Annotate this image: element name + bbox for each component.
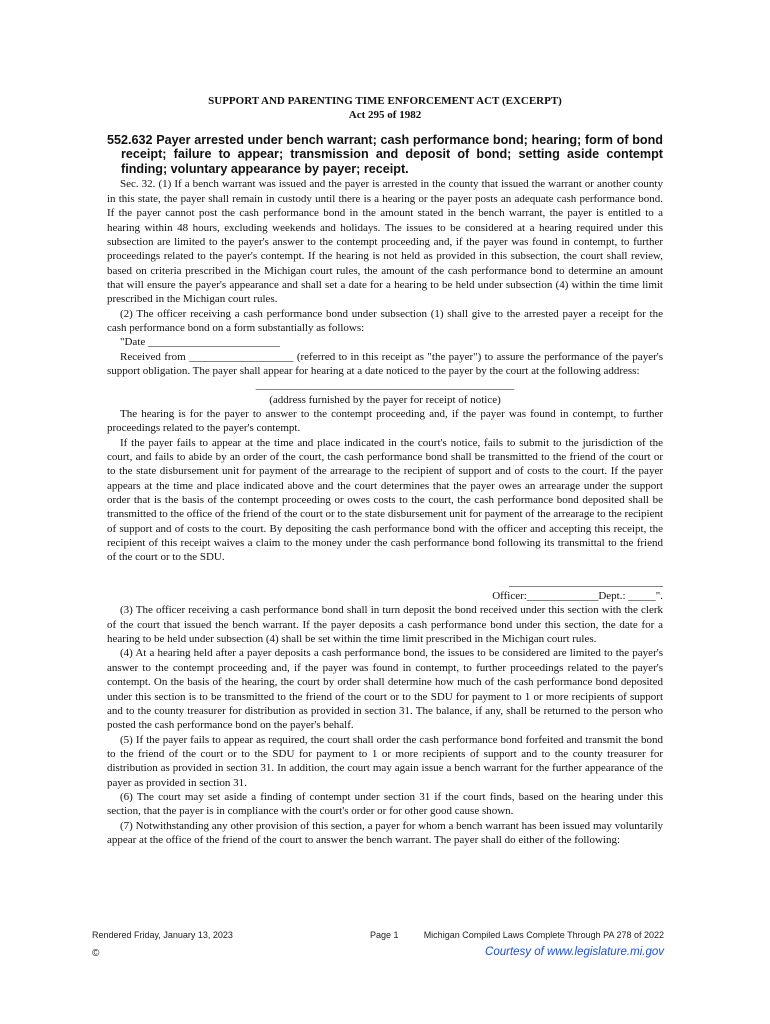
act-title: SUPPORT AND PARENTING TIME ENFORCEMENT ACT (EXCERPT) — [208, 95, 562, 107]
paragraph-plain: "Date ________________________ — [120, 336, 281, 349]
section-heading: 552.632 Payer arrested under bench warrant; cash performance bond; hearing; form of bond receipt; failure to appear; transmission and deposit of bond; setting aside contempt finding; voluntary appearance by payer; receipt. — [107, 132, 663, 176]
paragraph-para: (3) The officer receiving a cash performance bond shall in turn deposit the bond received under this section with the clerk of the court that issued the bench warrant. If the payer deposits a cash performance bond under this section, the date for a hearing to be held under subsection (4) shall be set within the time limit prescribed in the Michigan court rules. — [107, 604, 663, 646]
paragraph-para: (4) At a hearing held after a payer deposits a cash performance bond, the issues to be considered are limited to the payer's answer to the contempt proceeding and, if the payer was found in contempt, to further proceedings related to the payer's contempt. On the basis of the hearing, the court by order shall determine how much of the cash performance bond deposited under this section is to be transmitted to the friend of the court or to the SDU for payment to 1 or more recipients of support and to the county treasurer for distribution as provided in section 31. The balance, if any, shall be returned to the person who posted the cash performance bond on the payer's behalf. — [107, 647, 663, 732]
paragraph-officer: Officer:_____________Dept.: _____". — [492, 590, 663, 603]
footer-compiled-through: Michigan Compiled Laws Complete Through PA 278 of 2022 — [423, 930, 664, 940]
paragraph-para: (5) If the payer fails to appear as required, the court shall order the cash performance bond forfeited and transmit the bond to the friend of the court or to the SDU for payment to 1 or more recipients of support and to the county treasurer for distribution as provided in section 31. In addition, the court may again issue a bench warrant for the further appearance of the payer as provided in section 31. — [107, 733, 663, 789]
footer-page-number: Page 1 — [370, 930, 399, 940]
copyright-symbol: © — [92, 948, 100, 959]
paragraph-sigline: ____________________________ — [509, 575, 663, 588]
paragraph-para: The hearing is for the payer to answer to the contempt proceeding and, if the payer was found in contempt, to further proceedings related to the payer's contempt. — [107, 407, 663, 435]
paragraph-para: (6) The court may set aside a finding of contempt under section 31 if the court finds, based on the hearing under this section, that the payer is in compliance with the court's order or for other good cause shown. — [107, 790, 663, 818]
paragraph-centered: (address furnished by the payer for receipt of notice) — [269, 393, 501, 406]
paragraph-para: (7) Notwithstanding any other provision of this section, a payer for whom a bench warrant has been issued may voluntarily appear at the office of the friend of the court to answer the bench warrant. The payer shall do either of the following: — [107, 819, 663, 846]
page-footer — [92, 930, 664, 964]
paragraph-para: Received from ___________________ (referred to in this receipt as "the payer") to assure the performance of the payer's support obligation. The payer shall appear for hearing at a date noticed to the payer by the court at the following address: — [107, 350, 663, 377]
act-number: Act 295 of 1982 — [348, 109, 422, 122]
paragraph-para: Sec. 32. (1) If a bench warrant was issued and the payer is arrested in the county that issued the warrant or another county in this state, the payer shall remain in custody until there is a hearing or the payer posts an adequate cash performance bond. If the payer cannot post the cash performance bond in the amount stated in the bench warrant, the payer is entitled to a hearing within 48 hours, excluding weekends and holidays. The issues to be considered at a hearing required under this subsection are limited to the payer's answer to the contempt proceeding and, if the payer was found in contempt, to further proceedings related to the payer's contempt. If the hearing is not held as provided in this subsection, the court shall review, based on criteria prescribed in the Michigan court rules, the amount of the cash performance bond to determine an amount that will ensure the payer's appearance and shall set a date for a hearing to be held under subsection (4) within the time limit prescribed in the Michigan court rules. — [107, 178, 663, 306]
footer-rendered-date: Rendered Friday, January 13, 2023 — [92, 930, 233, 940]
document-body — [107, 94, 663, 847]
courtesy-link[interactable]: Courtesy of www.legislature.mi.gov — [485, 946, 664, 958]
paragraph-para: (2) The officer receiving a cash performance bond under subsection (1) shall give to the arrested payer a receipt for the cash performance bond on a form substantially as follows: — [107, 307, 663, 334]
paragraph-para: If the payer fails to appear at the time and place indicated in the court's notice, fails to submit to the jurisdiction of the court, and fails to abide by an order of the court, the cash performance bond shall be transmitted to the friend of the court or to the state disbursement unit for payment of the arrearage to the recipient of support and of costs to the court. If the payer appears at the time and place indicated above and the court determines that the payer owes an arrearage under the support order that is the basis of the contempt proceeding or owes costs to the court, the cash performance bond deposited shall be transmitted to the office of the friend of the court or to the state disbursement unit for payment of the arrearage to the recipient of support and of costs to the court. By depositing the cash performance bond with the officer and accepting this receipt, the recipient of this receipt waives a claim to the money under the cash performance bond following its transmittal to the friend of the court or to the SDU. — [107, 436, 664, 564]
paragraph-centered: _______________________________________________ — [255, 379, 515, 392]
section-text — [107, 177, 663, 847]
